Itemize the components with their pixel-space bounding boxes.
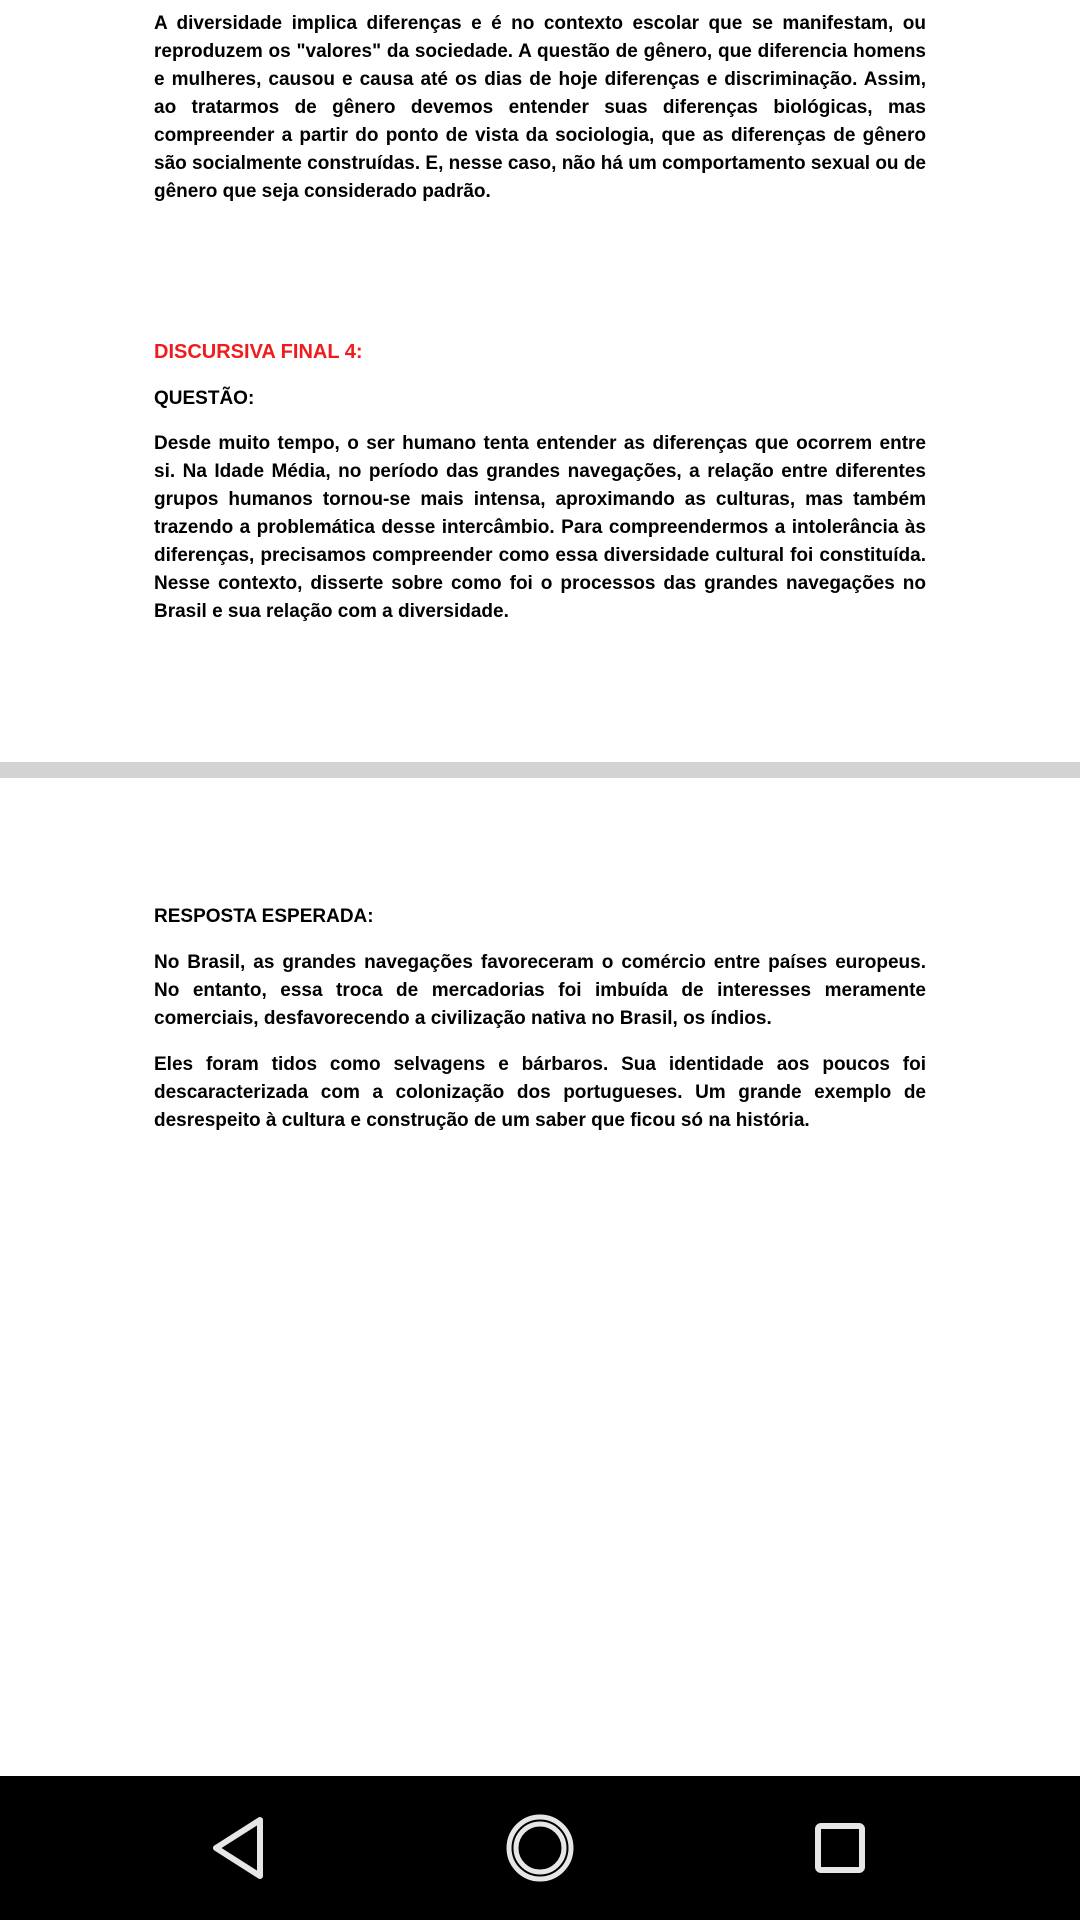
answer-paragraph-1: No Brasil, as grandes navegações favoreceram o comércio entre países europeus. No entanto, essa troca de mercadorias foi imbuída de interesses meramente comerciais, desfavorecendo a civilização nativa no Brasil, os índios.: [154, 952, 926, 1029]
home-icon[interactable]: [498, 1806, 582, 1890]
section-title: DISCURSIVA FINAL 4:: [154, 341, 363, 363]
answer-paragraph-2: Eles foram tidos como selvagens e bárbaros. Sua identidade aos poucos foi descaracterizada com a colonização dos portugueses. Um grande exemplo de desrespeito à cultura e construção de um saber que ficou só na história.: [154, 1054, 926, 1131]
document-page-1: [0, 0, 1080, 762]
answer-label: RESPOSTA ESPERADA:: [154, 906, 374, 927]
recents-icon[interactable]: [798, 1806, 882, 1890]
page-separator: [0, 762, 1080, 778]
document-page-2: [0, 778, 1080, 1776]
back-icon[interactable]: [198, 1806, 282, 1890]
question-label: QUESTÃO:: [154, 388, 255, 409]
question-text: Desde muito tempo, o ser humano tenta entender as diferenças que ocorrem entre si. Na Idade Média, no período das grandes navegações, a relação entre diferentes grupos humanos tornou-se mais intensa, aproximando as culturas, mas também trazendo a problemática desse intercâmbio. Para compreendermos a intolerância às diferenças, precisamos compreender como essa diversidade cultural foi constituída. Nesse contexto, disserte sobre como foi o processos das grandes navegações no Brasil e sua relação com a diversidade.: [154, 433, 926, 622]
system-navigation-bar: [0, 1776, 1080, 1920]
intro-paragraph: A diversidade implica diferenças e é no contexto escolar que se manifestam, ou reproduzem os "valores" da sociedade. A questão de gênero, que diferencia homens e mulheres, causou e causa até os dias de hoje diferenças e discriminação. Assim, ao tratarmos de gênero devemos entender suas diferenças biológicas, mas compreender a partir do ponto de vista da sociologia, que as diferenças de gênero são socialmente construídas. E, nesse caso, não há um comportamento sexual ou de gênero que seja considerado padrão.: [154, 13, 926, 202]
